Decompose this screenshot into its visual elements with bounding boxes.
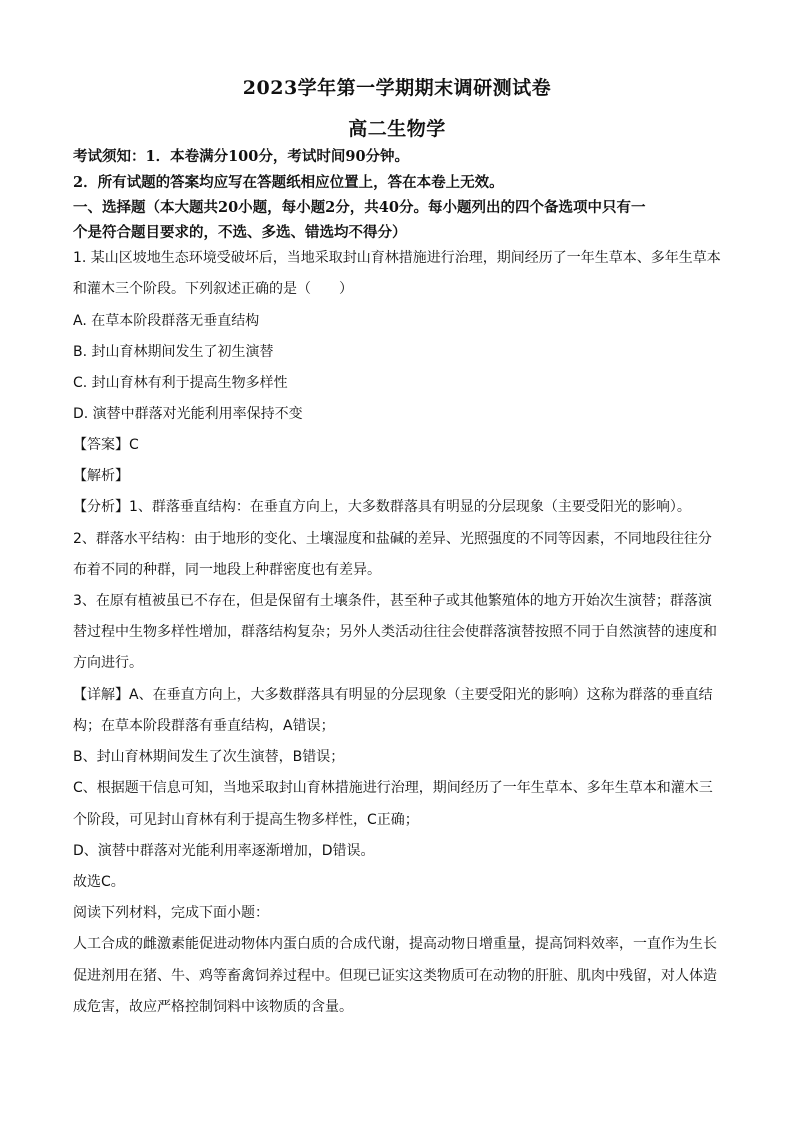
material-line-2: 促进剂用在猪、牛、鸡等畜禽饲养过程中。但现已证实这类物质可在动物的肝脏、肌肉中残留，对人体造	[73, 968, 717, 984]
analysis-line-3c: 方向进行。	[73, 655, 143, 671]
detail-line-4a: C、根据题干信息可知，当地采取封山育林措施进行治理，期间经历了一年生草本、多年生草本和灌木三	[73, 780, 713, 796]
analysis-line-3a: 3、在原有植被虽已不存在，但是保留有土壤条件，甚至种子或其他繁殖体的地方开始次生演替；群落演	[73, 593, 712, 609]
detail-line-4b: 个阶段，可见封山育林有利于提高生物多样性，C正确；	[73, 812, 419, 828]
choose-line: 故选C。	[73, 874, 125, 890]
analysis-line-2b: 布着不同的种群，同一地段上种群密度也有差异。	[73, 562, 381, 578]
question-stem-line-1: 1. 某山区坡地生态环境受破坏后，当地采取封山育林措施进行治理，期间经历了一年生草本、多年生草本	[73, 250, 721, 266]
analysis-line-1: 【分析】1、群落垂直结构：在垂直方向上，大多数群落具有明显的分层现象（主要受阳光的影响）。	[73, 499, 691, 515]
material-intro: 阅读下列材料，完成下面小题：	[73, 905, 269, 921]
option-a: A. 在草本阶段群落无垂直结构	[73, 313, 260, 329]
material-line-3: 成危害，故应严格控制饲料中该物质的含量。	[73, 999, 353, 1015]
section-heading-line-1: 一、选择题（本大题共20小题，每小题2分，共40分。每小题列出的四个备选项中只有一	[73, 199, 646, 216]
notice-line-1: 考试须知：1．本卷满分100分，考试时间90分钟。	[73, 148, 410, 165]
notice-line-2: 2．所有试题的答案均应写在答题纸相应位置上，答在本卷上无效。	[73, 174, 504, 191]
exam-title: 2023学年第一学期期末调研测试卷	[242, 77, 552, 99]
detail-line-2: 构；在草本阶段群落有垂直结构，A错误；	[73, 718, 335, 734]
option-b: B. 封山育林期间发生了初生演替	[73, 344, 274, 360]
option-d: D. 演替中群落对光能利用率保持不变	[73, 406, 303, 422]
material-line-1: 人工合成的雌激素能促进动物体内蛋白质的合成代谢，提高动物日增重量，提高饲料效率，一直作为生长	[73, 936, 717, 952]
detail-line-3: B、封山育林期间发生了次生演替，B错误；	[73, 749, 345, 765]
detail-line-1: 【详解】A、在垂直方向上，大多数群落具有明显的分层现象（主要受阳光的影响）这称为群落的垂直结	[73, 687, 713, 703]
analysis-line-2a: 2、群落水平结构：由于地形的变化、土壤湿度和盐碱的差异、光照强度的不同等因素，不同地段往往分	[73, 531, 712, 547]
answer: 【答案】C	[73, 437, 139, 453]
section-heading-line-2: 个是符合题目要求的，不选、多选、错选均不得分）	[73, 224, 407, 241]
exam-subject: 高二生物学	[348, 118, 446, 140]
analysis-line-3b: 替过程中生物多样性增加，群落结构复杂；另外人类活动往往会使群落演替按照不同于自然演替的速度和	[73, 624, 717, 640]
question-stem-line-2: 和灌木三个阶段。下列叙述正确的是（ ）	[73, 281, 353, 297]
analysis-heading: 【解析】	[73, 468, 129, 484]
option-c: C. 封山育林有利于提高生物多样性	[73, 375, 288, 391]
detail-line-5: D、演替中群落对光能利用率逐渐增加，D错误。	[73, 843, 375, 859]
